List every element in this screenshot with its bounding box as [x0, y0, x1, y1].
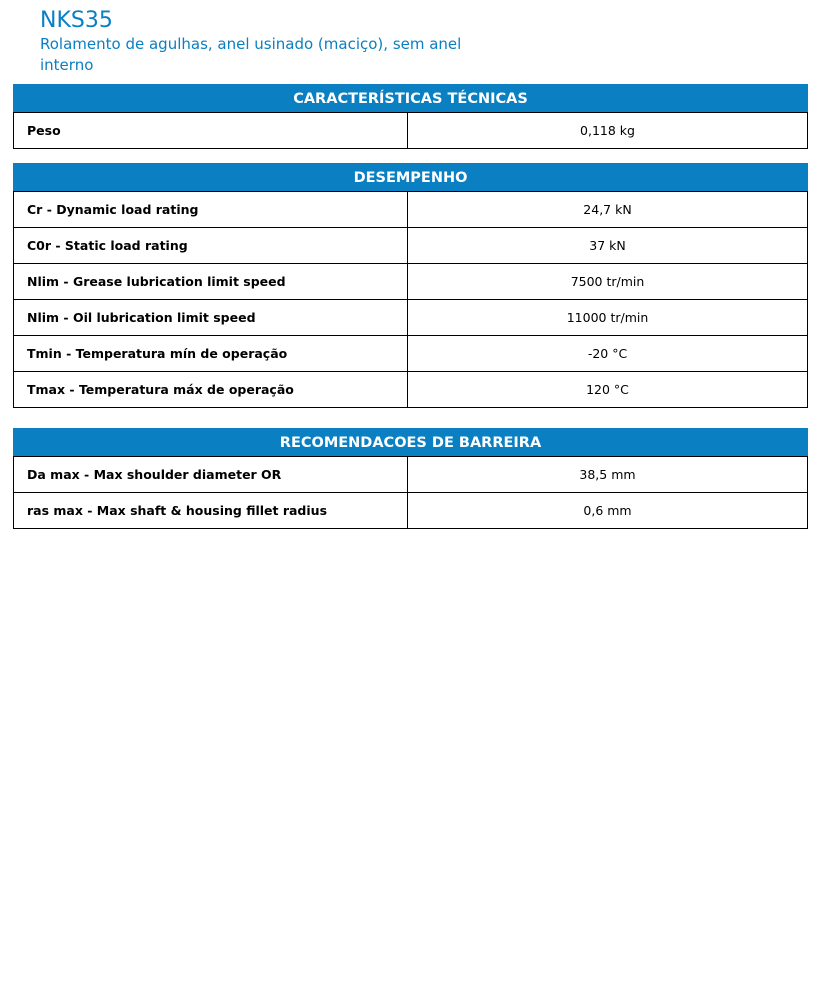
spec-value: -20 °C — [408, 336, 808, 372]
spec-value: 37 kN — [408, 228, 808, 264]
spec-value: 24,7 kN — [408, 192, 808, 228]
table-row — [14, 300, 808, 336]
spec-table — [13, 112, 808, 149]
spec-label: Tmax - Temperatura máx de operação — [14, 372, 408, 408]
product-subtitle: Rolamento de agulhas, anel usinado (maciço), sem anel interno — [40, 35, 462, 74]
table-row — [14, 493, 808, 529]
table-row — [14, 457, 808, 493]
section-barrier-recommendations — [13, 428, 808, 529]
spec-value: 38,5 mm — [408, 457, 808, 493]
spec-label: Cr - Dynamic load rating — [14, 192, 408, 228]
spec-label: ras max - Max shaft & housing fillet radius — [14, 493, 408, 529]
section-header: RECOMENDACOES DE BARREIRA — [13, 428, 808, 456]
spec-label: Nlim - Grease lubrication limit speed — [14, 264, 408, 300]
spec-value: 0,118 kg — [408, 113, 808, 149]
spec-table — [13, 456, 808, 529]
table-row — [14, 113, 808, 149]
product-title: NKS35 — [40, 8, 113, 33]
spec-value: 0,6 mm — [408, 493, 808, 529]
section-performance — [13, 163, 808, 408]
table-row — [14, 264, 808, 300]
table-row — [14, 228, 808, 264]
table-row — [14, 192, 808, 228]
spec-label: Nlim - Oil lubrication limit speed — [14, 300, 408, 336]
section-technical-characteristics — [13, 84, 808, 149]
section-header: CARACTERÍSTICAS TÉCNICAS — [13, 84, 808, 112]
spec-label: Peso — [14, 113, 408, 149]
spec-table — [13, 191, 808, 408]
spec-value: 7500 tr/min — [408, 264, 808, 300]
spec-label: C0r - Static load rating — [14, 228, 408, 264]
spec-value: 120 °C — [408, 372, 808, 408]
spec-value: 11000 tr/min — [408, 300, 808, 336]
section-header: DESEMPENHO — [13, 163, 808, 191]
table-row — [14, 372, 808, 408]
table-row — [14, 336, 808, 372]
product-header — [40, 8, 480, 76]
spec-label: Da max - Max shoulder diameter OR — [14, 457, 408, 493]
spec-label: Tmin - Temperatura mín de operação — [14, 336, 408, 372]
